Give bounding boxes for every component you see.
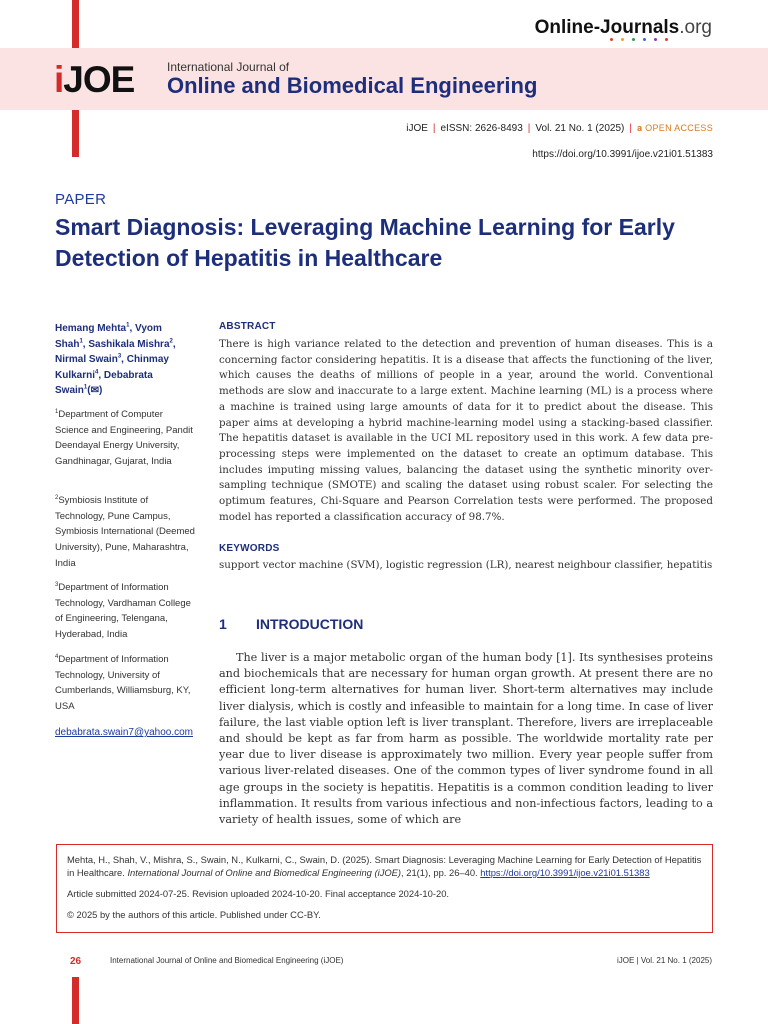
corresponding-email[interactable]: debabrata.swain7@yahoo.com — [55, 727, 194, 738]
article-history: Article submitted 2024-07-25. Revision uploaded 2024-10-20. Final acceptance 2024-10-20. — [67, 888, 450, 899]
journal-title: Online and Biomedical Engineering — [167, 73, 538, 98]
citation-reference: Mehta, H., Shah, V., Mishra, S., Swain, N., Kulkarni, C., Swain, D. (2025). Smart Diagnosis: Leveraging Machine Learning for Early Detection of Hepatitis in Healthcare. International Journal of Online and Biomedical Engineering (iJOE), 21(1), pp. 26–40. https://doi.org/10.3991/ijoe.v21i01.51383 — [67, 854, 702, 878]
logo-dot — [643, 38, 646, 41]
article-type: PAPER — [55, 191, 107, 208]
issn: eISSN: 2626-8493 — [440, 123, 523, 134]
author-name: Nirmal Swain$^3$, — [55, 353, 127, 365]
license-notice: © 2025 by the authors of this article. Published under CC-BY. — [67, 909, 321, 920]
citation-box — [56, 844, 713, 933]
affiliation: $^3$Department of Information Technology, Vardhaman College of Engineering, Telengana, Hyderabad, India — [55, 581, 191, 641]
volume: Vol. 21 No. 1 (2025) — [535, 123, 625, 134]
abstract-heading: ABSTRACT — [219, 321, 276, 332]
doi-link[interactable]: https://doi.org/10.3991/ijoe.v21i01.51383 — [532, 149, 713, 160]
page-number: 26 — [70, 956, 82, 967]
affiliation: $^4$Department of Information Technology, University of Cumberlands, Williamsburg, KY, USA — [55, 653, 191, 713]
section-heading-introduction: 1 INTRODUCTION — [219, 616, 364, 632]
journal-logo: iJOE — [54, 59, 135, 100]
issue-abbr: iJOE — [406, 123, 428, 134]
keywords-heading: KEYWORDS — [219, 543, 280, 554]
logo-dots — [610, 38, 668, 41]
introduction-text: The liver is a major metabolic organ of the human body [1]. Its synthesises proteins and biochemicals that are necessary for human organ growth. At present there are no efficient long-term alternatives for human liver. Short-term alternatives may include liver dialysis, which is costly and infeasible to maintain for a long time. In case of liver failure, the last viable option left is liver transplant. Therefore, livers are irreplaceable and should be kept as far from harm as possible. The worldwide mortality rate per year due to liver disease is approximately two million. Every year people suffer from various liver-related diseases. One of the common types of liver syndrome found in all age groups in the society is hepatitis. Hepatitis is a common condition leading to liver inflammation. It results from various infectious and non-infectious factors, leading to a variety of health issues, some of which are — [219, 651, 713, 827]
author-name: Vyom Shah$^1$, — [55, 323, 162, 350]
open-access-badge: 𝐚︎ OPEN ACCESS — [636, 123, 713, 133]
issue-line: iJOE | eISSN: 2626-8493 | Vol. 21 No. 1 (2025) | 𝐚︎ OPEN ACCESS — [406, 123, 713, 134]
logo-dot — [610, 38, 613, 41]
open-access-icon: 𝐚︎ — [636, 123, 643, 133]
logo-dot — [665, 38, 668, 41]
journal-subtitle: International Journal of — [167, 60, 290, 74]
site-suffix: .org — [679, 17, 712, 38]
keywords-text: support vector machine (SVM), logistic regression (LR), nearest neighbour classifier, hepatitis — [219, 559, 713, 571]
author-name: Hemang Mehta$^1$, — [55, 322, 136, 334]
citation-doi-link[interactable]: https://doi.org/10.3991/ijoe.v21i01.51383 — [480, 867, 650, 878]
affiliation: $^2$Symbiosis Institute of Technology, Pune Campus, Symbiosis International (Deemed University), Pune, Maharashtra, India — [55, 494, 195, 569]
article-title: Smart Diagnosis: Leveraging Machine Learning for Early Detection of Hepatitis in Healthcare — [55, 214, 675, 271]
affiliation: $^1$Department of Computer Science and Engineering, Pandit Deendayal Energy University, Gandhinagar, Gujarat, India — [55, 408, 193, 468]
abstract-text: There is high variance related to the detection and prevention of human diseases. This is a concerning factor considering hepatitis. It is a disease that affects the functioning of the liver, which causes the deaths of millions of people in a year, around the world. Conventional methods are slow and inaccurate to a large extent. Machine learning (ML) is a process where a machine is trained using large amounts of data for it to predict about the disease. This paper aims at developing a hybrid machine-learning model using a stacking-based classifier. The hepatitis dataset is available in the UCI ML repository used in this work. A few data pre-processing steps were implemented on the dataset to create an optimum database. This includes imputing missing values, balancing the dataset using the synthetic minority over-sampling technique (SMOTE) and scaling the dataset using robust scaler. For selecting the optimum features, Chi-Square and Pearson Correlation tests were performed. The proposed model has reported a classification accuracy of 98.7%. — [219, 338, 713, 523]
logo-dot — [632, 38, 635, 41]
footer-issue: iJOE | Vol. 21 No. 1 (2025) — [616, 956, 712, 965]
site-logo[interactable] — [535, 17, 712, 39]
logo-dot — [654, 38, 657, 41]
site-name: Online-Journals — [534, 17, 680, 38]
author-name: Chinmay Kulkarni$^4$, — [55, 354, 169, 381]
footer-journal: International Journal of Online and Biomedical Engineering (iJOE) — [110, 956, 344, 965]
author-name: Debabrata Swain$^1$(✉) — [55, 369, 153, 396]
author-list — [55, 321, 185, 399]
red-accent-bar-bottom — [72, 977, 79, 1024]
author-name: Sashikala Mishra$^2$, — [88, 338, 176, 350]
logo-dot — [621, 38, 624, 41]
